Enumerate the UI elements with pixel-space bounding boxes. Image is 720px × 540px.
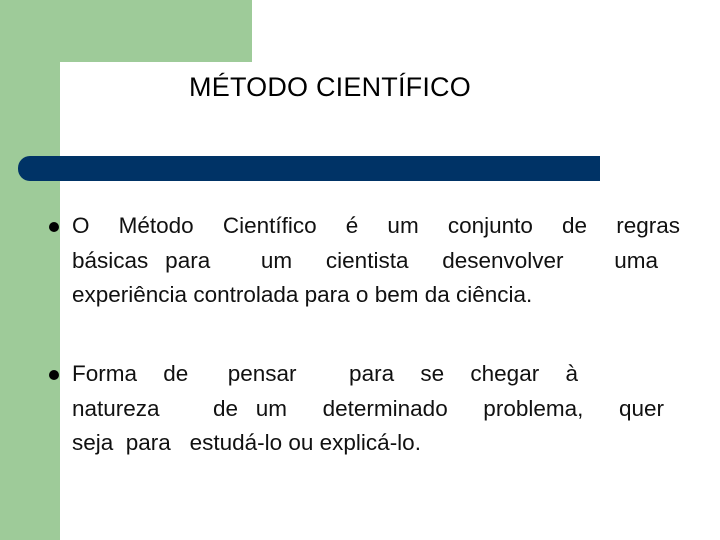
bullet-text-1 — [72, 209, 680, 313]
bullet-text-2 — [72, 357, 680, 461]
title-underline-bar — [18, 156, 600, 181]
accent-strip-left — [0, 0, 60, 540]
bullet-dot-2 — [49, 370, 59, 380]
bullet-2-line-3: seja para estudá-lo ou explicá-lo. — [72, 430, 421, 455]
bullet-dot-1 — [49, 222, 59, 232]
slide-title: MÉTODO CIENTÍFICO — [189, 72, 471, 102]
bullet-2-line-2: natureza de um determinado problema, quer — [72, 395, 664, 421]
bullet-1-line-1: O Método Científico é um conjunto de regras — [72, 213, 680, 238]
bullet-1-line-3: experiência controlada para o bem da ciência. — [72, 282, 533, 307]
bullet-2-line-1: Forma de pensar para se chegar à — [72, 361, 578, 386]
bullet-1-line-2: básicas para um cientista desenvolver uma — [72, 247, 658, 273]
